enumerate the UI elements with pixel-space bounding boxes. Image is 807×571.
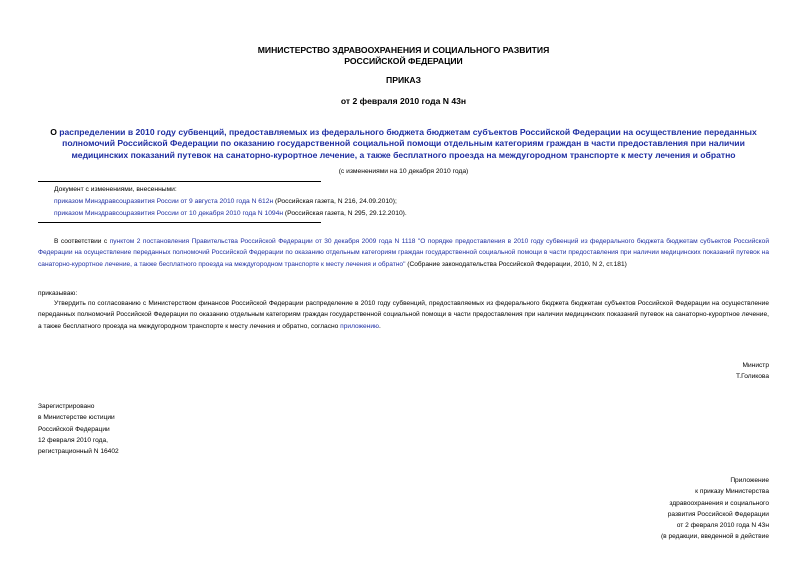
registration-block: Зарегистрировано в Министерстве юстиции Российской Федерации 12 февраля 2010 года, регистрационный N 16402	[38, 403, 119, 456]
ministry-line-1: МИНИСТЕРСТВО ЗДРАВООХРАНЕНИЯ И СОЦИАЛЬНОГО РАЗВИТИЯ	[257, 45, 550, 55]
doc-date-number: от 2 февраля 2010 года N 43н	[340, 96, 467, 106]
title-prefix: О	[50, 127, 57, 137]
order-word: приказываю:	[38, 290, 78, 297]
appendix-link[interactable]: приложению	[340, 322, 379, 330]
preamble-link[interactable]: пунктом 2 постановления Правительства Российской Федерации от 30 декабря 2009 года N 1118 "О порядке предоставления в 2010 году субвенций из федерального бюджета бюджетам субъектов Российской Федерации на осуществление переданных полномочий Российской Федерации по оказанию отдельным категориям граждан государственной социальной помощи в части предоставления при наличии медицинских показаний путевок на санаторно-курортное лечение, а также бесплатного проезда на междугородном транспорте к месту лечения и обратно"	[38, 238, 769, 268]
appendix-header: Приложение к приказу Министерства здравоохранения и социального развития Российской Федерации от 2 февраля 2010 года N 43н (в редакции, введенной в действие	[660, 477, 769, 541]
doc-type: ПРИКАЗ	[386, 75, 421, 85]
amendment-note: (с изменениями на 10 декабря 2010 года)	[338, 168, 469, 175]
change-link-1[interactable]: приказом Минздравсоцразвития России от 9 августа 2010 года N 612н	[54, 198, 274, 205]
changes-intro: Документ с изменениями, внесенными:	[54, 186, 177, 193]
divider-top	[38, 181, 321, 182]
changes-box	[54, 184, 514, 220]
change-item: приказом Минздравсоцразвития России от 9 августа 2010 года N 612н (Российская газета, N 216, 24.09.2010);	[54, 198, 397, 205]
signature-position: Министр	[742, 362, 769, 369]
title-link[interactable]: распределении в 2010 году субвенций, предоставляемых из федерального бюджета бюджетам субъектов Российской Федерации на осуществление переданных полномочий Российской Федерации по оказанию государственной социальной помощи отдельным категориям граждан в части предоставления при наличии медицинских показаний путевок на санаторно-курортное лечение, а также бесплатного проезда на междугородном транспорте к месту лечения и обратно	[59, 127, 757, 160]
change-link-2[interactable]: приказом Минздравсоцразвития России от 10 декабря 2010 года N 1094н	[54, 210, 284, 217]
ministry-line-2: РОССИЙСКОЙ ФЕДЕРАЦИИ	[344, 55, 463, 66]
signature-name: Т.Голикова	[735, 373, 769, 381]
signature	[736, 360, 769, 383]
ministry-name	[0, 45, 807, 66]
divider-bottom	[38, 222, 321, 223]
change-item: приказом Минздравсоцразвития России от 10 декабря 2010 года N 1094н (Российская газета, N 295, 29.12.2010).	[54, 210, 407, 217]
preamble: В соответствии с пунктом 2 постановления Правительства Российской Федерации от 30 декабря 2009 года N 1118 "О порядке предоставления в 2010 году субвенций из федерального бюджета бюджетам субъектов Российской Федерации на осуществление переданных полномочий Российской Федерации по оказанию отдельным категориям граждан государственной социальной помощи в части предоставления при наличии медицинских показаний путевок на санаторно-курортное лечение, а также бесплатного проезда на междугородном транспорте к месту лечения и обратно" (Собрание законодательства Российской Федерации, 2010, N 2, ст.181)	[38, 238, 769, 268]
order-text: Утвердить по согласованию с Министерством финансов Российской Федерации распределение в 2010 году субвенций, предоставляемых из федерального бюджета бюджетам субъектов Российской Федерации на осуществление переданных полномочий Российской Федерации по оказанию отдельным категориям граждан государственной социальной помощи в части предоставления при наличии медицинских показаний путевок на санаторно-курортное лечение, а также бесплатного проезда на междугородном транспорте к месту лечения и обратно, согласно приложению.	[38, 300, 769, 330]
document-title	[36, 127, 771, 161]
